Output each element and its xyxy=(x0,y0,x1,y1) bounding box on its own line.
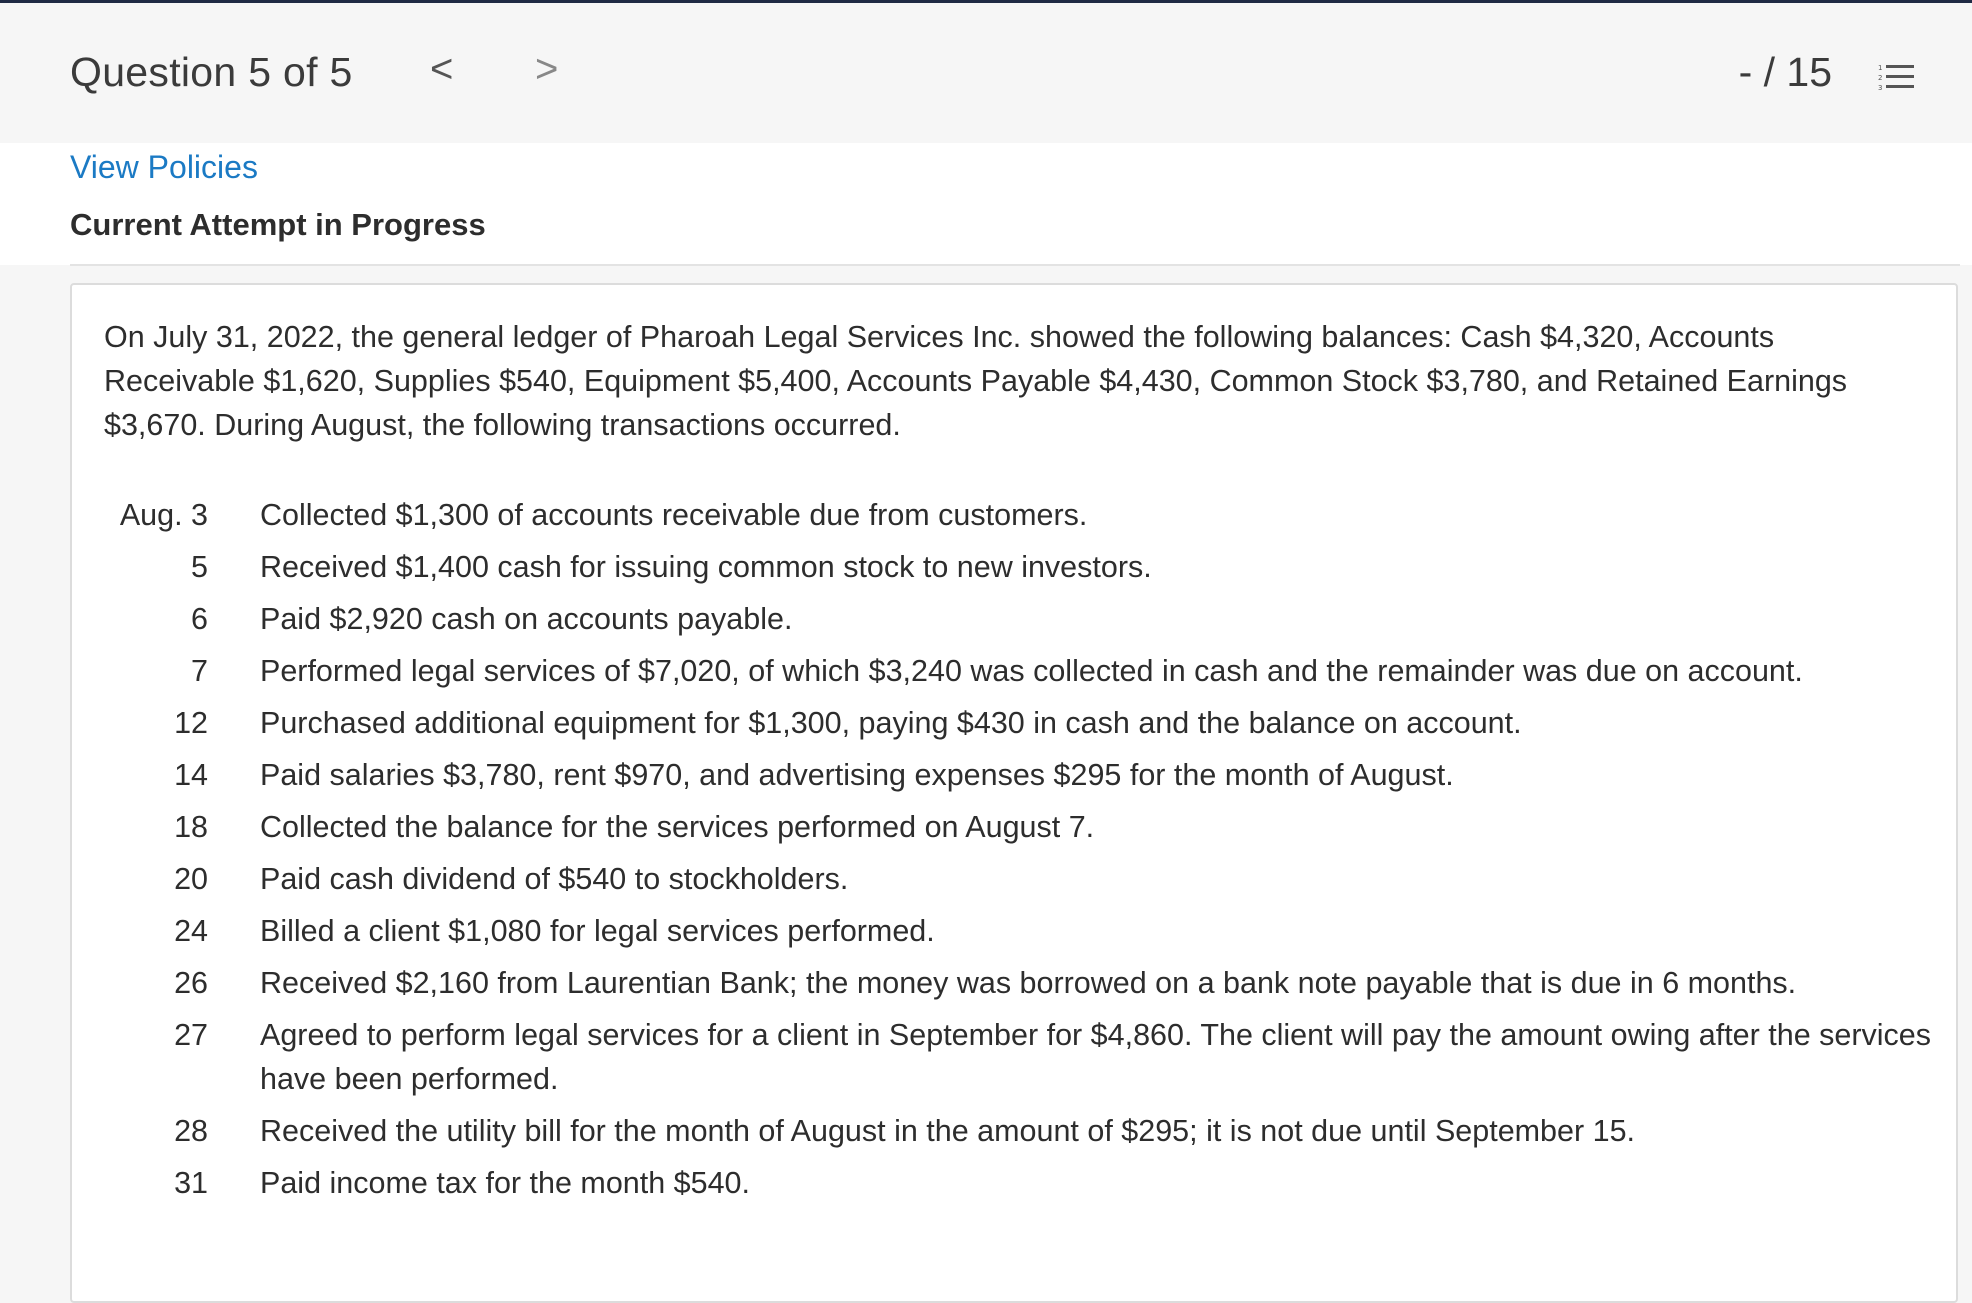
transaction-date: 6 xyxy=(191,602,208,636)
transaction-spacer xyxy=(208,545,260,597)
transaction-row xyxy=(102,805,1950,857)
transaction-row xyxy=(102,1013,1950,1109)
transaction-spacer xyxy=(208,1109,260,1161)
transaction-spacer xyxy=(208,961,260,1013)
transaction-row xyxy=(102,649,1950,701)
section-divider xyxy=(70,264,1960,266)
question-counter: Question 5 of 5 xyxy=(70,49,353,95)
transaction-row xyxy=(102,909,1950,961)
transaction-spacer xyxy=(208,805,260,857)
transaction-date: 20 xyxy=(174,862,208,896)
transaction-date: Aug. 3 xyxy=(119,498,208,532)
transaction-row xyxy=(102,545,1950,597)
transaction-description: Collected $1,300 of accounts receivable due from customers. xyxy=(260,498,1088,532)
attempt-status: Current Attempt in Progress xyxy=(70,207,486,242)
transaction-row xyxy=(102,961,1950,1013)
view-policies-link[interactable]: View Policies xyxy=(70,149,258,185)
svg-text:2: 2 xyxy=(1878,74,1883,82)
transaction-date: 28 xyxy=(174,1114,208,1148)
svg-text:1: 1 xyxy=(1878,64,1883,72)
transaction-spacer xyxy=(208,857,260,909)
transaction-description: Received the utility bill for the month of August in the amount of $295; it is not due until September 15. xyxy=(260,1114,1636,1148)
numbered-list-icon[interactable] xyxy=(1878,63,1914,93)
transaction-description: Purchased additional equipment for $1,300, paying $430 in cash and the balance on account. xyxy=(260,706,1522,740)
question-header xyxy=(0,3,1972,143)
chevron-left-icon[interactable]: < xyxy=(430,47,454,91)
transaction-date: 5 xyxy=(191,550,208,584)
transaction-description: Paid $2,920 cash on accounts payable. xyxy=(260,602,793,636)
question-card xyxy=(70,283,1958,1303)
svg-text:3: 3 xyxy=(1878,84,1883,92)
transaction-row xyxy=(102,1161,1950,1213)
transaction-description: Performed legal services of $7,020, of which $3,240 was collected in cash and the remainder was due on account. xyxy=(260,654,1803,688)
transaction-spacer xyxy=(208,1161,260,1213)
transaction-row xyxy=(102,753,1950,805)
transaction-spacer xyxy=(208,753,260,805)
problem-intro: On July 31, 2022, the general ledger of Pharoah Legal Services Inc. showed the following balances: Cash $4,320, Accounts Receivable $1,620, Supplies $540, Equipment $5,400, Accounts Payable $4,430, Common Stock $3,780, and Retained Earnings $3,670. During August, the following transactions occurred. xyxy=(104,320,1848,442)
transaction-date: 24 xyxy=(174,914,208,948)
transaction-date: 27 xyxy=(174,1018,208,1052)
transaction-description: Received $2,160 from Laurentian Bank; the money was borrowed on a bank note payable that is due in 6 months. xyxy=(260,966,1797,1000)
transaction-row xyxy=(102,597,1950,649)
transaction-row xyxy=(102,701,1950,753)
transaction-description: Paid salaries $3,780, rent $970, and advertising expenses $295 for the month of August. xyxy=(260,758,1454,792)
transaction-spacer xyxy=(208,597,260,649)
transaction-description: Billed a client $1,080 for legal services performed. xyxy=(260,914,935,948)
transaction-spacer xyxy=(208,1013,260,1109)
transaction-row xyxy=(102,857,1950,909)
transaction-spacer xyxy=(208,493,260,545)
transaction-date: 18 xyxy=(174,810,208,844)
transaction-description: Collected the balance for the services performed on August 7. xyxy=(260,810,1095,844)
transaction-description: Agreed to perform legal services for a client in September for $4,860. The client will pay the amount owing after the services have been performed. xyxy=(260,1018,1932,1096)
transaction-date: 7 xyxy=(191,654,208,688)
transaction-description: Received $1,400 cash for issuing common stock to new investors. xyxy=(260,550,1152,584)
transaction-spacer xyxy=(208,909,260,961)
transaction-date: 26 xyxy=(174,966,208,1000)
transaction-spacer xyxy=(208,649,260,701)
transaction-row xyxy=(102,493,1950,545)
policies-section xyxy=(0,143,1972,265)
transaction-date: 31 xyxy=(174,1166,208,1200)
score-display: - / 15 xyxy=(1738,49,1832,95)
transaction-date: 14 xyxy=(174,758,208,792)
transaction-date: 12 xyxy=(174,706,208,740)
transaction-description: Paid cash dividend of $540 to stockholders. xyxy=(260,862,849,896)
transaction-row xyxy=(102,1109,1950,1161)
chevron-right-icon[interactable]: > xyxy=(535,47,559,91)
transactions-table xyxy=(102,493,1950,1213)
transaction-spacer xyxy=(208,701,260,753)
transaction-description: Paid income tax for the month $540. xyxy=(260,1166,750,1200)
